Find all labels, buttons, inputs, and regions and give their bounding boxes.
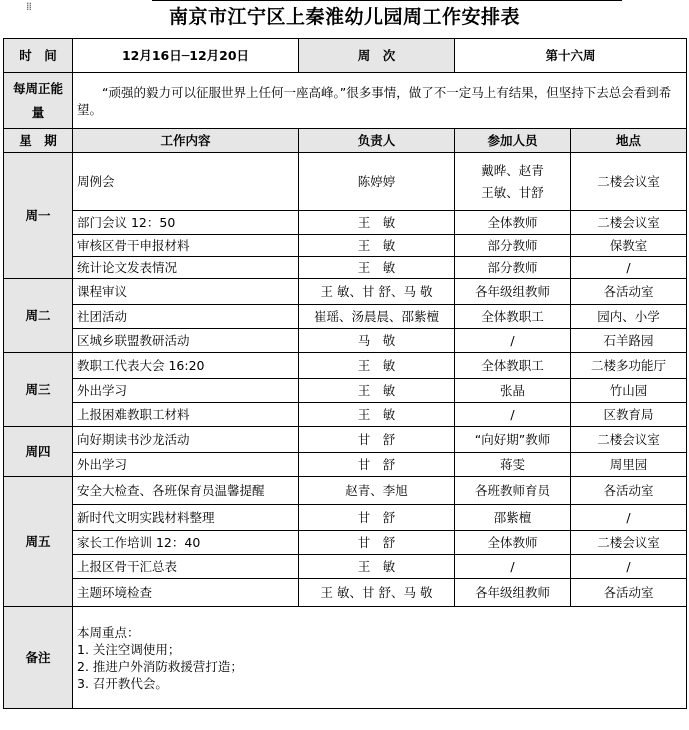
table-row (4, 505, 687, 531)
notes-heading: 本周重点： (77, 624, 140, 640)
task-cell: 课程审议 (73, 279, 299, 305)
notes-item: 3. 召开教代会。 (77, 675, 168, 691)
owner-cell: 陈婷婷 (299, 153, 455, 211)
task-cell: 安全大检查、各班保育员温馨提醒 (73, 477, 299, 505)
participants-cell (455, 555, 571, 579)
table-row (4, 531, 687, 555)
notes-row (4, 607, 687, 709)
participants-cell (455, 477, 571, 505)
drag-handle-icon[interactable]: ⁞⁞ (26, 0, 31, 13)
participants-cell (455, 329, 571, 353)
participant: 全体教职工 (481, 358, 544, 373)
owner-cell: 甘 舒 (299, 505, 455, 531)
notes-label: 备注 (4, 607, 73, 709)
participant: 全体教师 (487, 215, 538, 230)
owner-cell: 王 敏 (299, 257, 455, 279)
table-row (4, 555, 687, 579)
owner-cell: 甘 舒 (299, 427, 455, 453)
date-range: 12月16日─12月20日 (73, 39, 299, 73)
table-row (4, 579, 687, 607)
location-cell: 石羊路园 (571, 329, 687, 353)
time-label: 时 间 (4, 39, 73, 73)
table-row (4, 379, 687, 403)
participants-cell (455, 279, 571, 305)
participants-cell (455, 379, 571, 403)
location-cell: / (571, 555, 687, 579)
location-cell: 周里园 (571, 453, 687, 477)
task-cell: 社团活动 (73, 305, 299, 329)
page-title: 南京市江宁区上秦淮幼儿园周工作安排表 (168, 6, 520, 28)
participant: 各年级组教师 (474, 284, 550, 299)
location-cell: 各活动室 (571, 477, 687, 505)
col-location: 地点 (571, 129, 687, 153)
table-row (4, 211, 687, 235)
participant: / (510, 407, 515, 422)
task-cell: 教职工代表大会 16:20 (73, 353, 299, 379)
location-cell: 园内、小学 (571, 305, 687, 329)
owner-cell: 王 敏、甘 舒、马 敬 (299, 279, 455, 305)
participant: / (510, 559, 515, 574)
location-cell: 二楼会议室 (571, 531, 687, 555)
participant: 蒋雯 (499, 457, 525, 472)
owner-cell: 王 敏 (299, 235, 455, 257)
participant: 各年级组教师 (474, 585, 550, 600)
motto-row (4, 73, 687, 129)
participants-cell (455, 453, 571, 477)
participants-cell (455, 235, 571, 257)
participant: “向好期”教师 (474, 432, 551, 447)
task-cell: 主题环境检查 (73, 579, 299, 607)
participants-cell (455, 257, 571, 279)
table-row (4, 403, 687, 427)
col-participants: 参加人员 (455, 129, 571, 153)
location-cell: 二楼会议室 (571, 427, 687, 453)
notes-item: 2. 推进户外消防救援营打造； (77, 658, 243, 674)
col-task: 工作内容 (73, 129, 299, 153)
task-cell: 新时代文明实践材料整理 (73, 505, 299, 531)
owner-cell: 赵青、李旭 (299, 477, 455, 505)
table-row (4, 353, 687, 379)
task-cell: 上报困难教职工材料 (73, 403, 299, 427)
owner-cell: 甘 舒 (299, 531, 455, 555)
table-row (4, 305, 687, 329)
location-cell: / (571, 505, 687, 531)
header-row (4, 39, 687, 73)
participant: 全体教职工 (481, 309, 544, 324)
location-cell: 各活动室 (571, 579, 687, 607)
table-row (4, 453, 687, 477)
owner-cell: 马 敬 (299, 329, 455, 353)
schedule-table (3, 38, 687, 709)
location-cell: 保教室 (571, 235, 687, 257)
column-header-row (4, 129, 687, 153)
participant: 全体教师 (487, 535, 538, 550)
participants-cell (455, 505, 571, 531)
participant: 邵紫檀 (493, 510, 532, 525)
location-cell: 竹山园 (571, 379, 687, 403)
task-cell: 外出学习 (73, 453, 299, 477)
participants-cell (455, 153, 571, 211)
owner-cell: 王 敏 (299, 555, 455, 579)
task-cell: 部门会议 12：50 (73, 211, 299, 235)
owner-cell: 王 敏 (299, 211, 455, 235)
location-cell: 区教育局 (571, 403, 687, 427)
location-cell: 二楼多功能厅 (571, 353, 687, 379)
task-cell: 周例会 (73, 153, 299, 211)
day-label: 周五 (4, 477, 73, 607)
table-row (4, 279, 687, 305)
participant: / (510, 333, 515, 348)
owner-cell: 王 敏、甘 舒、马 敬 (299, 579, 455, 607)
motto-text: “顽强的毅力可以征服世界上任何一座高峰。”很多事情，做了不一定马上有结果，但坚持下去总会看到希望。 (73, 73, 687, 129)
notes-item: 1. 关注空调使用； (77, 641, 181, 657)
owner-cell: 崔瑶、汤晨晨、邵紫檀 (299, 305, 455, 329)
owner-cell: 王 敏 (299, 379, 455, 403)
participants-cell (455, 305, 571, 329)
task-cell: 上报区骨干汇总表 (73, 555, 299, 579)
motto-label: 每周正能量 (4, 73, 73, 129)
day-label: 周一 (4, 153, 73, 279)
table-row (4, 235, 687, 257)
task-cell: 区城乡联盟教研活动 (73, 329, 299, 353)
week-label: 周 次 (299, 39, 455, 73)
task-cell: 家长工作培训 12：40 (73, 531, 299, 555)
day-label: 周四 (4, 427, 73, 477)
location-cell: / (571, 257, 687, 279)
participants-cell (455, 353, 571, 379)
task-cell: 外出学习 (73, 379, 299, 403)
task-cell: 向好期读书沙龙活动 (73, 427, 299, 453)
table-row (4, 329, 687, 353)
table-row (4, 257, 687, 279)
participant: 张晶 (499, 383, 525, 398)
table-row (4, 477, 687, 505)
title-rule (152, 0, 622, 1)
participants-cell (455, 579, 571, 607)
table-row (4, 427, 687, 453)
participant: 戴晔、赵青 (481, 162, 544, 178)
participant: 部分教师 (487, 238, 538, 253)
location-cell: 各活动室 (571, 279, 687, 305)
participant: 部分教师 (487, 260, 538, 275)
task-cell: 审核区骨干申报材料 (73, 235, 299, 257)
location-cell: 二楼会议室 (571, 153, 687, 211)
participants-cell (455, 403, 571, 427)
owner-cell: 甘 舒 (299, 453, 455, 477)
participants-cell (455, 211, 571, 235)
col-day: 星 期 (4, 129, 73, 153)
location-cell: 二楼会议室 (571, 211, 687, 235)
day-label: 周二 (4, 279, 73, 353)
participant: 王敏、甘舒 (481, 184, 544, 200)
task-cell: 统计论文发表情况 (73, 257, 299, 279)
col-owner: 负责人 (299, 129, 455, 153)
participant: 各班教师育员 (474, 483, 550, 498)
table-row (4, 153, 687, 211)
participants-cell (455, 531, 571, 555)
participants-cell (455, 427, 571, 453)
owner-cell: 王 敏 (299, 403, 455, 427)
owner-cell: 王 敏 (299, 353, 455, 379)
week-value: 第十六周 (455, 39, 687, 73)
notes-content (73, 607, 687, 709)
day-label: 周三 (4, 353, 73, 427)
